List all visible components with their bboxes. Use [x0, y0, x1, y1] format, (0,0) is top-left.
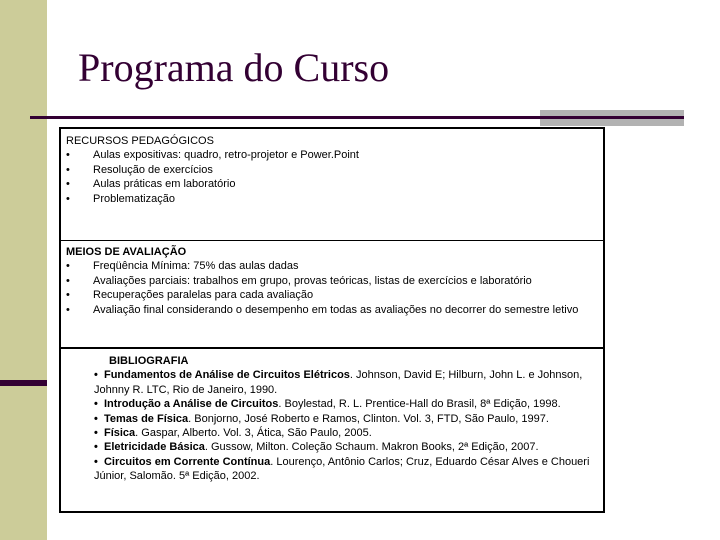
- list-item: [66, 274, 599, 288]
- book-title: Fundamentos de Análise de Circuitos Elétricos: [103, 369, 350, 382]
- list-item: [66, 163, 599, 177]
- list-item-text: Aulas práticas em laboratório: [93, 178, 236, 191]
- book-details: . Johnson, David E; Hilburn, John L. e Johnson, Johnny R. LTC, Rio de Janeiro, 1990.: [94, 369, 583, 396]
- bullet-icon: •: [66, 178, 70, 191]
- left-accent-bar: [0, 380, 47, 386]
- list-item: [94, 412, 593, 426]
- list-item: [94, 397, 593, 411]
- list-item: [94, 455, 593, 484]
- recursos-list: [66, 148, 599, 206]
- list-item: [66, 177, 599, 191]
- bullet-icon: •: [66, 274, 70, 287]
- list-item: [94, 440, 593, 454]
- list-item-text: Freqüência Mínima: 75% das aulas dadas: [93, 260, 299, 273]
- list-item: [66, 288, 599, 302]
- slide-title: Programa do Curso: [78, 45, 390, 90]
- avaliacao-list: [66, 259, 599, 317]
- bullet-icon: •: [66, 163, 70, 176]
- list-item: [66, 303, 599, 317]
- bibliografia-heading: BIBLIOGRAFIA: [109, 355, 189, 367]
- book-details: . Boylestad, R. L. Prentice-Hall do Brasil, 8ª Edição, 1998.: [278, 398, 561, 411]
- title-rule: [30, 116, 684, 119]
- bibliografia-cell: [61, 349, 603, 511]
- bullet-icon: •: [66, 260, 70, 273]
- book-details: . Lourenço, Antônio Carlos; Cruz, Eduardo César Alves e Choueri Júnior, Salomão. 5ª Edição, 2002.: [94, 455, 590, 483]
- list-item-text: Resolução de exercícios: [93, 163, 213, 176]
- list-item-text: Avaliações parciais: trabalhos em grupo, provas teóricas, listas de exercícios e laboratório: [93, 274, 532, 287]
- bullet-icon: •: [66, 289, 70, 302]
- book-title: Física: [103, 427, 136, 440]
- book-title: Eletricidade Básica: [103, 441, 205, 454]
- recursos-cell: [61, 129, 603, 241]
- bullet-icon: •: [66, 303, 70, 316]
- book-title: Temas de Física: [103, 412, 189, 425]
- bullet-icon: •: [94, 412, 98, 425]
- list-item: [66, 148, 599, 162]
- avaliacao-heading: MEIOS DE AVALIAÇÃO: [66, 246, 187, 258]
- bullet-icon: •: [94, 398, 98, 411]
- book-title: Introdução a Análise de Circuitos: [103, 398, 279, 411]
- left-decor-bar: [0, 0, 47, 540]
- list-item-text: Avaliação final considerando o desempenho em todas as avaliações no decorrer do semestre letivo: [93, 303, 579, 316]
- bullet-icon: •: [94, 427, 98, 440]
- list-item: [66, 259, 599, 273]
- list-item: [94, 368, 593, 397]
- bibliografia-list: [66, 368, 599, 483]
- list-item: [66, 192, 599, 206]
- list-item-text: Problematização: [93, 192, 175, 205]
- recursos-heading: RECURSOS PEDAGÓGICOS: [66, 135, 214, 147]
- list-item: [94, 426, 593, 440]
- bullet-icon: •: [94, 455, 98, 468]
- bullet-icon: •: [94, 369, 98, 382]
- book-details: . Gussow, Milton. Coleção Schaum. Makron Books, 2ª Edição, 2007.: [204, 441, 539, 454]
- book-details: . Gaspar, Alberto. Vol. 3, Ática, São Paulo, 2005.: [135, 427, 372, 440]
- book-details: . Bonjorno, José Roberto e Ramos, Clinton. Vol. 3, FTD, São Paulo, 1997.: [188, 412, 549, 425]
- list-item-text: Recuperações paralelas para cada avaliação: [93, 289, 314, 302]
- avaliacao-cell: [61, 241, 603, 349]
- bullet-icon: •: [94, 441, 98, 454]
- bullet-icon: •: [66, 149, 70, 162]
- book-title: Circuitos em Corrente Contínua: [103, 455, 271, 468]
- list-item-text: Aulas expositivas: quadro, retro-projetor e Power.Point: [93, 149, 359, 162]
- course-table: [59, 127, 605, 513]
- bullet-icon: •: [66, 192, 70, 205]
